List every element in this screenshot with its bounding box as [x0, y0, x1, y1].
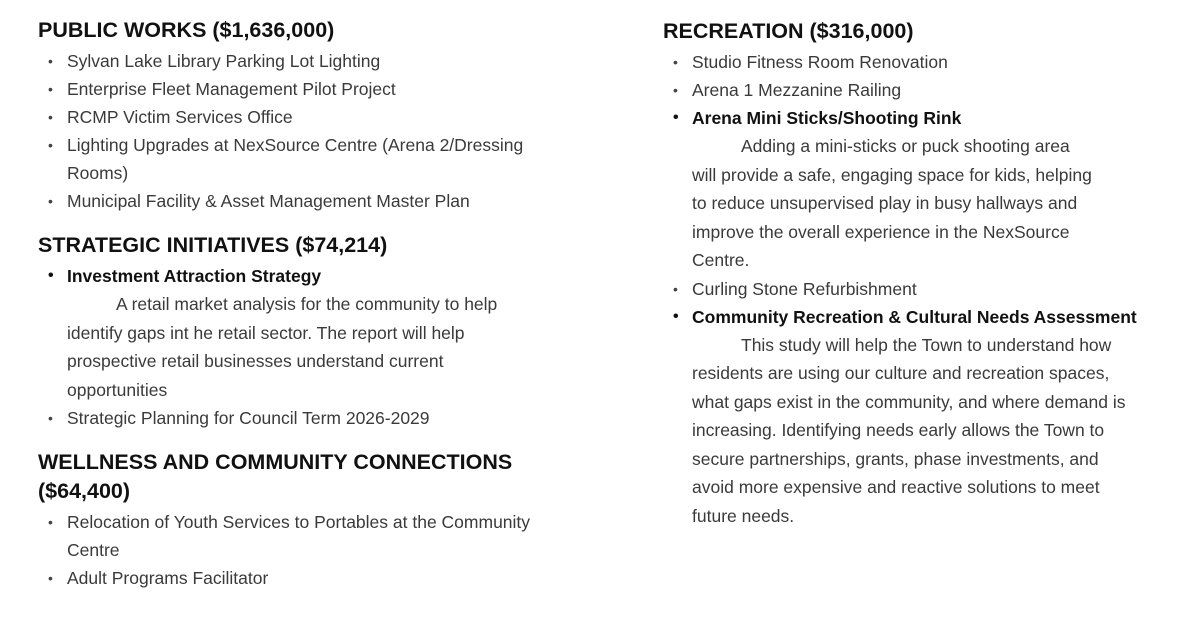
strategic-list-continued	[38, 404, 598, 432]
list-item-text: Arena Mini Sticks/Shooting Rink	[692, 108, 962, 128]
list-item-text: Strategic Planning for Council Term 2026-2029	[67, 408, 430, 428]
list-item-text: Relocation of Youth Services to Portables at the Community Centre	[67, 512, 531, 560]
list-item-text: RCMP Victim Services Office	[67, 107, 293, 127]
bullet-icon: •	[673, 109, 679, 126]
list-item	[38, 404, 598, 432]
list-item	[38, 187, 598, 215]
list-item-text: Investment Attraction Strategy	[67, 266, 322, 286]
strategic-heading: STRATEGIC INITIATIVES ($74,214)	[38, 233, 388, 257]
list-item	[663, 76, 1163, 104]
recreation-section	[663, 17, 1163, 530]
bullet-icon: •	[48, 267, 54, 284]
strategic-section	[38, 231, 598, 432]
list-item	[663, 104, 1163, 132]
bullet-icon: •	[48, 109, 53, 125]
list-item	[663, 275, 1163, 303]
list-item	[38, 75, 598, 103]
list-item	[663, 303, 1163, 331]
bullet-icon: •	[48, 193, 53, 209]
list-item	[38, 262, 598, 290]
recreation-list	[663, 48, 1163, 132]
wellness-list	[38, 508, 598, 592]
list-item	[38, 103, 598, 131]
wellness-heading: WELLNESS AND COMMUNITY CONNECTIONS ($64,400)	[38, 450, 513, 503]
left-column	[38, 16, 598, 606]
list-item	[38, 508, 587, 564]
bullet-icon: •	[48, 137, 53, 153]
bullet-icon: •	[673, 82, 678, 98]
bullet-icon: •	[673, 307, 679, 325]
strategic-list	[38, 262, 598, 290]
list-item-text: Adult Programs Facilitator	[67, 568, 269, 588]
investment-attraction-description: A retail market analysis for the community to help identify gaps int he retail sector. The report will help prospective retail businesses understand current opportunities	[67, 294, 498, 400]
bullet-icon: •	[48, 514, 53, 530]
bullet-icon: •	[673, 280, 678, 297]
recreation-heading: RECREATION ($316,000)	[663, 19, 914, 43]
public-works-section	[38, 16, 598, 215]
recreation-list-continued	[663, 275, 1163, 331]
bullet-icon: •	[48, 570, 53, 586]
list-item	[38, 47, 598, 75]
bullet-icon: •	[48, 410, 53, 426]
bullet-icon: •	[673, 54, 678, 70]
right-column	[663, 16, 1163, 544]
list-item	[663, 48, 1163, 76]
public-works-heading: PUBLIC WORKS ($1,636,000)	[38, 18, 335, 42]
bullet-icon: •	[48, 53, 53, 69]
wellness-section	[38, 448, 598, 592]
list-item-text: Lighting Upgrades at NexSource Centre (Arena 2/Dressing Rooms)	[67, 135, 524, 183]
list-item-text: Municipal Facility & Asset Management Master Plan	[67, 191, 470, 211]
list-item-text: Community Recreation & Cultural Needs Assessment	[692, 306, 1137, 327]
list-item-text: Enterprise Fleet Management Pilot Project	[67, 79, 396, 99]
list-item-text: Curling Stone Refurbishment	[692, 278, 917, 299]
public-works-list	[38, 47, 598, 215]
list-item	[38, 564, 598, 592]
bullet-icon: •	[48, 81, 53, 97]
list-item-text: Arena 1 Mezzanine Railing	[692, 80, 902, 100]
mini-sticks-description: Adding a mini-sticks or puck shooting area will provide a safe, engaging space for kids, helping to reduce unsupervised play in busy hallways and improve the overall experience in the NexSource Centre.	[692, 136, 1092, 270]
list-item-text: Sylvan Lake Library Parking Lot Lighting	[67, 51, 381, 71]
needs-assessment-description: This study will help the Town to understand how residents are using our culture and recreation spaces, what gaps exist in the community, and where demand is increasing. Identifying needs early allows the Town to secure partnerships, grants, phase investments, and avoid more expensive and reactive solutions to meet future needs.	[692, 334, 1126, 526]
list-item	[38, 131, 552, 187]
list-item-text: Studio Fitness Room Renovation	[692, 52, 948, 72]
